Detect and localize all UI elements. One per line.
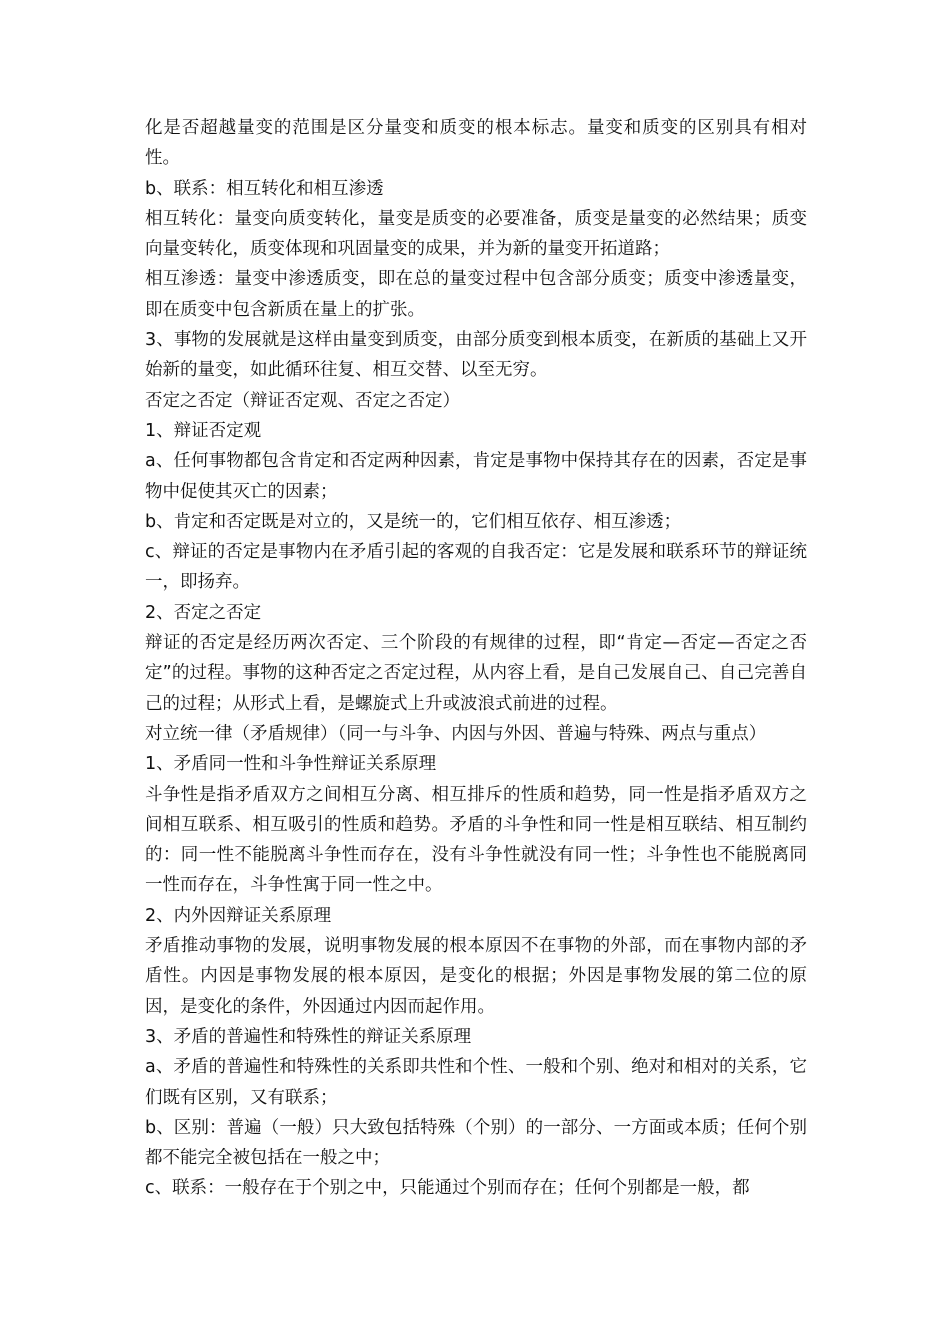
paragraph-universality-b: b、区别：普遍（一般）只大致包括特殊（个别）的一部分、一方面或本质；任何个别都不能完全被包括在一般之中； bbox=[145, 1117, 807, 1169]
document-page bbox=[145, 113, 807, 1204]
paragraph-universality-a: a、矛盾的普遍性和特殊性的关系即共性和个性、一般和个别、绝对和相对的关系，它们既有区别，又有联系； bbox=[145, 1057, 807, 1108]
paragraph-link-heading: b、联系：相互转化和相互渗透 bbox=[145, 178, 384, 199]
subheading-identity-struggle: 1、矛盾同一性和斗争性辩证关系原理 bbox=[145, 754, 437, 775]
paragraph-negation-a: a、任何事物都包含肯定和否定两种因素，肯定是事物中保持其存在的因素，否定是事物中促使其灭亡的因素； bbox=[145, 451, 807, 502]
paragraph-negation-process: 辩证的否定是经历两次否定、三个阶段的有规律的过程，即“肯定—否定—否定之否定”的过程。事物的这种否定之否定过程，从内容上看，是自己发展自己、自己完善自己的过程；从形式上看，是螺旋式上升或波浪式前进的过程。 bbox=[145, 633, 807, 714]
subheading-dialectical-negation: 1、辩证否定观 bbox=[145, 420, 262, 441]
section-heading-negation: 否定之否定（辩证否定观、否定之否定） bbox=[145, 390, 460, 411]
paragraph-mutual-penetration: 相互渗透：量变中渗透质变，即在总的量变过程中包含部分质变；质变中渗透量变，即在质变中包含新质在量上的扩张。 bbox=[145, 269, 807, 320]
paragraph-identity-struggle: 斗争性是指矛盾双方之间相互分离、相互排斥的性质和趋势，同一性是指矛盾双方之间相互联系、相互吸引的性质和趋势。矛盾的斗争性和同一性是相互联结、相互制约的：同一性不能脱离斗争性而存在，没有斗争性就没有同一性；斗争性也不能脱离同一性而存在，斗争性寓于同一性之中。 bbox=[145, 784, 807, 896]
section-heading-unity-of-opposites: 对立统一律（矛盾规律）（同一与斗争、内因与外因、普遍与特殊、两点与重点） bbox=[145, 723, 767, 744]
subheading-negation-of-negation: 2、否定之否定 bbox=[145, 602, 262, 623]
paragraph-continuation: 化是否超越量变的范围是区分量变和质变的根本标志。量变和质变的区别具有相对性。 bbox=[145, 118, 807, 169]
paragraph-negation-c: c、辩证的否定是事物内在矛盾引起的客观的自我否定：它是发展和联系环节的辩证统一，即扬弃。 bbox=[145, 542, 807, 593]
paragraph-universality-c: c、联系：一般存在于个别之中，只能通过个别而存在；任何个别都是一般，都 bbox=[145, 1178, 750, 1199]
paragraph-development-summary: 3、事物的发展就是这样由量变到质变，由部分质变到根本质变，在新质的基础上又开始新的量变，如此循环往复、相互交替、以至无穷。 bbox=[145, 330, 807, 381]
paragraph-mutual-transformation: 相互转化：量变向质变转化，量变是质变的必要准备，质变是量变的必然结果；质变向量变转化，质变体现和巩固量变的成果，并为新的量变开拓道路； bbox=[145, 208, 807, 260]
subheading-internal-external: 2、内外因辩证关系原理 bbox=[145, 905, 332, 926]
subheading-universality-particularity: 3、矛盾的普遍性和特殊性的辩证关系原理 bbox=[145, 1026, 472, 1047]
paragraph-internal-external: 矛盾推动事物的发展，说明事物发展的根本原因不在事物的外部，而在事物内部的矛盾性。内因是事物发展的根本原因，是变化的根据；外因是事物发展的第二位的原因，是变化的条件，外因通过内因而起作用。 bbox=[145, 936, 807, 1017]
paragraph-negation-b: b、肯定和否定既是对立的，又是统一的，它们相互依存、相互渗透； bbox=[145, 511, 682, 532]
